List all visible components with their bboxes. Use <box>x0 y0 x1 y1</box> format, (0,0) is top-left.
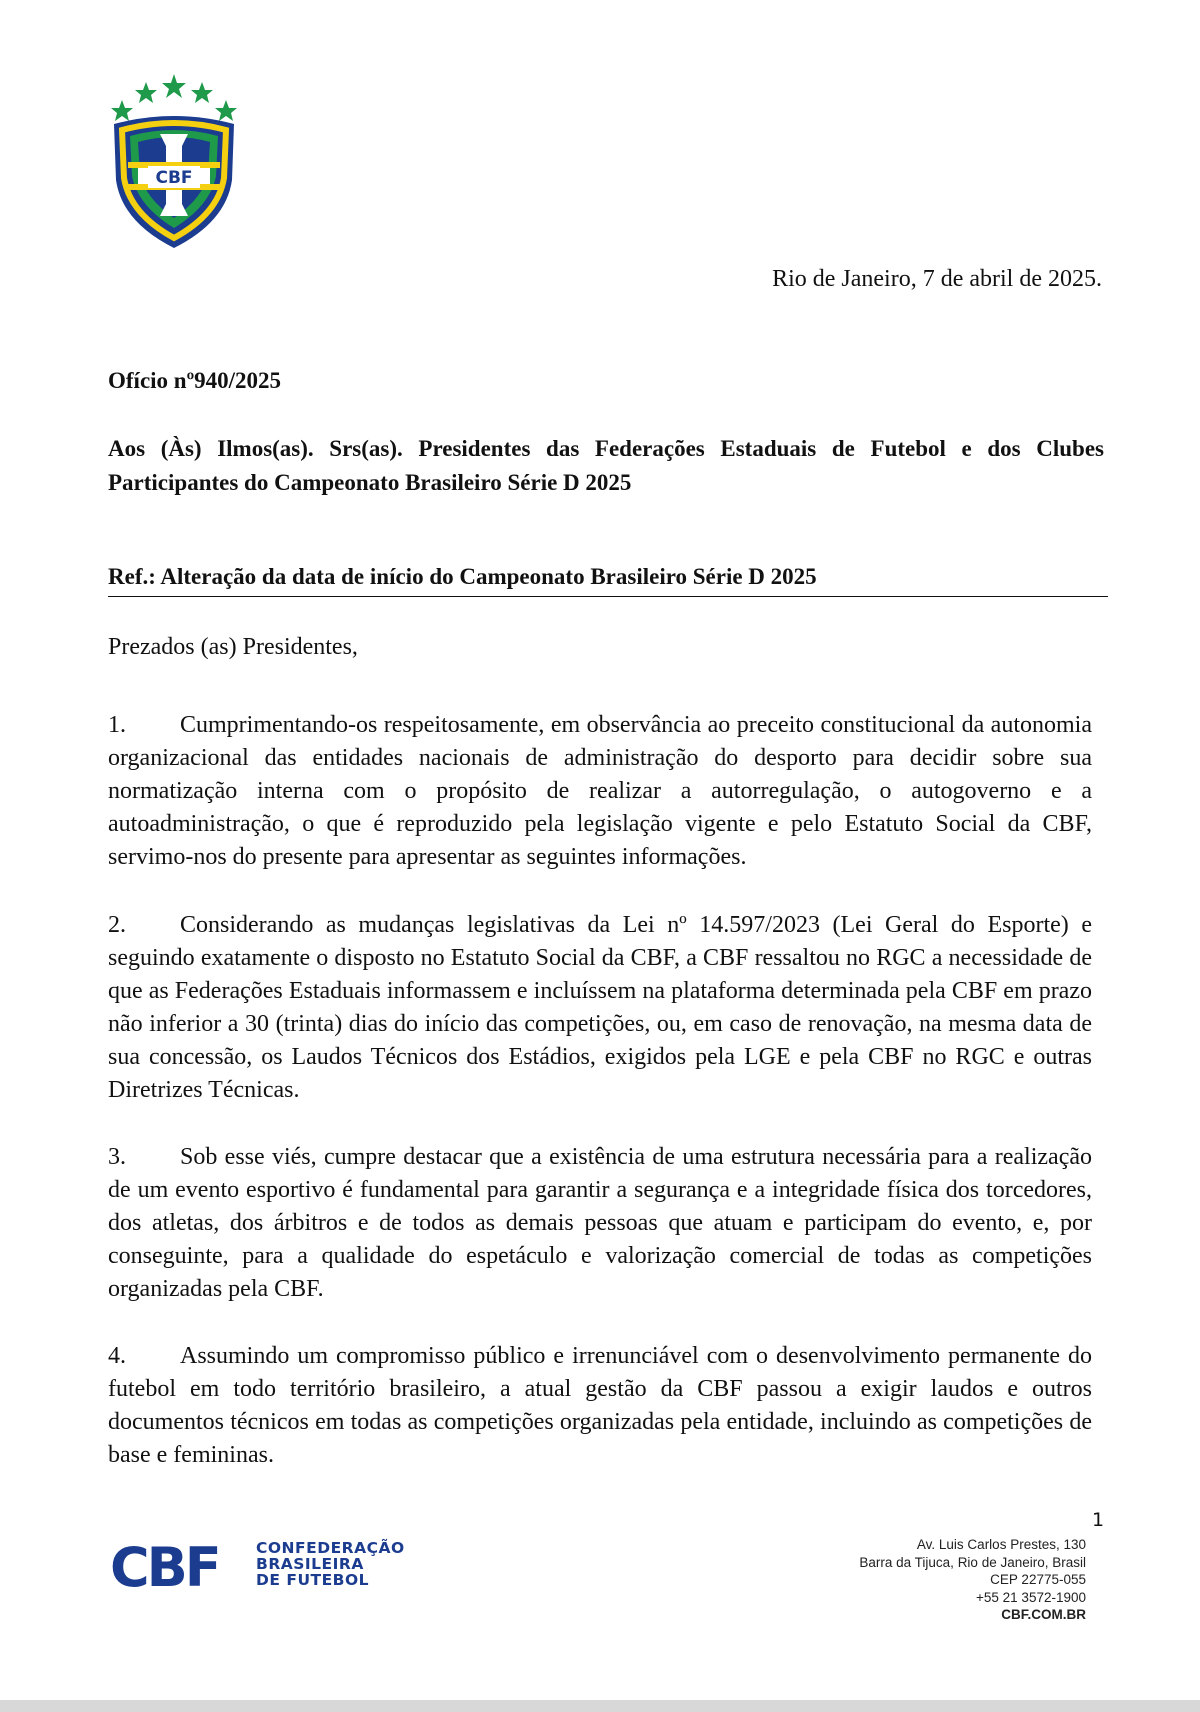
paragraph-number: 1. <box>108 712 126 738</box>
organization-name: CONFEDERAÇÃO BRASILEIRA DE FUTEBOL <box>256 1539 405 1589</box>
address-city: Barra da Tijuca, Rio de Janeiro, Brasil <box>859 1554 1086 1570</box>
address-cep: CEP 22775-055 <box>990 1572 1086 1587</box>
letter-date: Rio de Janeiro, 7 de abril de 2025. <box>772 266 1102 292</box>
paragraph-number: 4. <box>108 1343 126 1369</box>
reference-line: Ref.: Alteração da data de início do Campeonato Brasileiro Série D 2025 <box>108 564 1108 597</box>
paragraph-3 <box>108 1141 1092 1306</box>
paragraph-text: Assumindo um compromisso público e irrenunciável com o desenvolvimento permanente do futebol em todo território brasileiro, a atual gestão da CBF passou a exigir laudos e outros documentos técnicos em todas as competições organizadas pela entidade, incluindo as competições de base e femininas. <box>108 1343 1092 1468</box>
paragraph-2 <box>108 909 1092 1107</box>
paragraph-1 <box>108 709 1092 874</box>
recipients: Aos (Às) Ilmos(as). Srs(as). Presidentes das Federações Estaduais de Futebol e dos Clubes Participantes do Campeonato Brasileiro Série D 2025 <box>108 436 1104 495</box>
paragraph-number: 3. <box>108 1144 126 1170</box>
paragraph-text: Considerando as mudanças legislativas da Lei nº 14.597/2023 (Lei Geral do Esporte) e seguindo exatamente o disposto no Estatuto Social da CBF, a CBF ressaltou no RGC a necessidade de que as Federações Estaduais informassem e incluíssem na plataforma determinada pela CBF em prazo não inferior a 30 (trinta) dias do início das competições, ou, em caso de renovação, na mesma data de sua concessão, os Laudos Técnicos dos Estádios, exigidos pela LGE e pela CBF no RGC e outras Diretrizes Técnicas. <box>108 912 1092 1103</box>
address-street: Av. Luis Carlos Prestes, 130 <box>916 1537 1086 1552</box>
paragraph-text: Sob esse viés, cumpre destacar que a existência de uma estrutura necessária para a realização de um evento esportivo é fundamental para garantir a segurança e a integridade física dos torcedores, dos atletas, dos árbitros e de todos as demais pessoas que atuam e participam do evento, e, por conseguinte, para a qualidade do espetáculo e valorização comercial de todas as competições organizadas pela CBF. <box>108 1144 1092 1302</box>
svg-text:CBF: CBF <box>110 1538 219 1592</box>
footer-address <box>859 1536 1086 1624</box>
svg-text:CBF: CBF <box>155 168 193 188</box>
page-number: 1 <box>1092 1509 1105 1531</box>
star-icons <box>111 74 237 121</box>
paragraph-number: 2. <box>108 912 126 938</box>
paragraph-text: Cumprimentando-os respeitosamente, em observância ao preceito constitucional da autonomia organizacional das entidades nacionais de administração do desporto para decidir sobre sua normatização interna com o propósito de realizar a autorregulação, o autogoverno e a autoadministração, o que é reproduzido pela legislação vigente e pelo Estatuto Social da CBF, servimo-nos do presente para apresentar as seguintes informações. <box>108 712 1092 870</box>
oficio-number: Ofício nº940/2025 <box>108 368 282 393</box>
cbf-crest-logo <box>108 70 240 250</box>
address-phone: +55 21 3572-1900 <box>976 1589 1086 1605</box>
greeting: Prezados (as) Presidentes, <box>108 634 358 660</box>
paragraph-4 <box>108 1340 1092 1472</box>
website-link[interactable]: CBF.COM.BR <box>1001 1607 1086 1622</box>
page-bottom-edge <box>0 1700 1200 1712</box>
cbf-wordmark-logo <box>110 1538 240 1592</box>
